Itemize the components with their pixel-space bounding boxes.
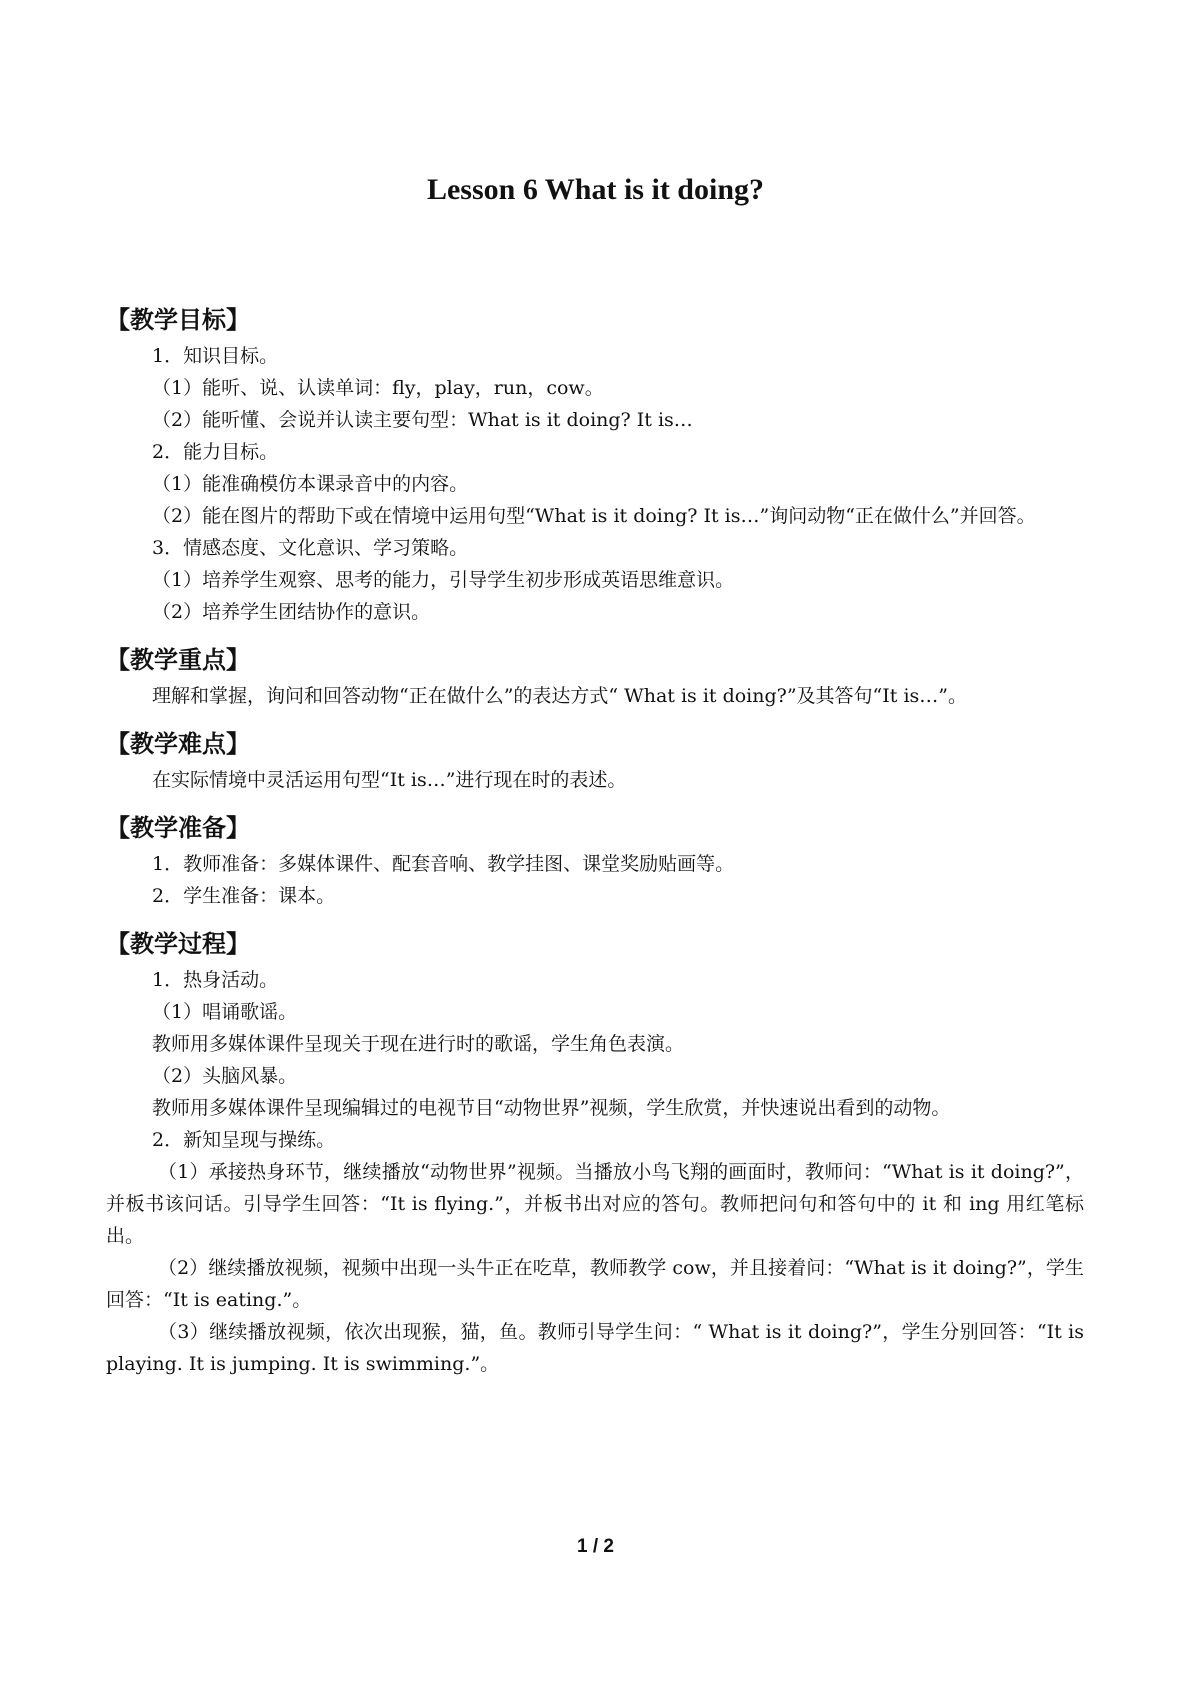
process-line: （1）唱诵歌谣。 — [152, 1001, 298, 1023]
page-title: Lesson 6 What is it doing? — [426, 173, 765, 206]
section-heading-process: 【教学过程】 — [106, 930, 250, 958]
process-line: （1）承接热身环节，继续播放“动物世界”视频。当播放小鸟飞翔的画面时，教师问：“What is it doing?”，并板书该问话。引导学生回答：“It is flying.”，并板书出对应的答句。教师把问句和答句中的 it 和 ing 用红笔标出。 — [106, 1161, 1084, 1247]
section-heading-preparation: 【教学准备】 — [106, 814, 250, 842]
process-line: （2）继续播放视频，视频中出现一头牛正在吃草，教师教学 cow，并且接着问：“What is it doing?”，学生回答：“It is eating.”。 — [106, 1257, 1084, 1311]
section-difficulties — [106, 724, 1084, 796]
objective-line: （2）能在图片的帮助下或在情境中运用句型“What is it doing? It is…”询问动物“正在做什么”并回答。 — [152, 505, 1036, 527]
objective-line: （1）能听、说、认读单词：fly，play，run，cow。 — [152, 377, 604, 399]
objective-line: （2）能听懂、会说并认读主要句型：What is it doing? It is… — [152, 409, 693, 431]
section-process — [106, 924, 1084, 1380]
section-objectives — [106, 300, 1084, 628]
process-line: 2．新知呈现与操练。 — [152, 1129, 336, 1151]
page-number: 1 / 2 — [577, 1536, 614, 1557]
section-heading-key-points: 【教学重点】 — [106, 646, 250, 674]
objective-line: 2．能力目标。 — [152, 441, 279, 463]
section-preparation — [106, 808, 1084, 912]
section-key-points — [106, 640, 1084, 712]
objective-line: （1）培养学生观察、思考的能力，引导学生初步形成英语思维意识。 — [152, 569, 735, 591]
objective-line: （2）培养学生团结协作的意识。 — [152, 601, 431, 623]
process-line: （3）继续播放视频，依次出现猴，猫，鱼。教师引导学生问：“ What is it doing?”，学生分别回答：“It is playing. It is jumping. It is swimming.”。 — [106, 1321, 1084, 1375]
difficulties-text: 在实际情境中灵活运用句型“It is…”进行现在时的表述。 — [152, 769, 627, 791]
process-line: 教师用多媒体课件呈现关于现在进行时的歌谣，学生角色表演。 — [152, 1033, 685, 1055]
process-line: 1．热身活动。 — [152, 969, 279, 991]
document-body — [106, 300, 1084, 1380]
process-line: 教师用多媒体课件呈现编辑过的电视节目“动物世界”视频，学生欣赏，并快速说出看到的动物。 — [152, 1097, 951, 1119]
preparation-line: 1．教师准备：多媒体课件、配套音响、教学挂图、课堂奖励贴画等。 — [152, 853, 735, 875]
objective-line: （1）能准确模仿本课录音中的内容。 — [152, 473, 469, 495]
objective-line: 1．知识目标。 — [152, 345, 279, 367]
key-points-text: 理解和掌握，询问和回答动物“正在做什么”的表达方式“ What is it doing?”及其答句“It is…”。 — [152, 685, 967, 707]
section-heading-objectives: 【教学目标】 — [106, 306, 250, 334]
process-line: （2）头脑风暴。 — [152, 1065, 298, 1087]
section-heading-difficulties: 【教学难点】 — [106, 730, 250, 758]
objective-line: 3．情感态度、文化意识、学习策略。 — [152, 537, 469, 559]
preparation-line: 2．学生准备：课本。 — [152, 885, 336, 907]
